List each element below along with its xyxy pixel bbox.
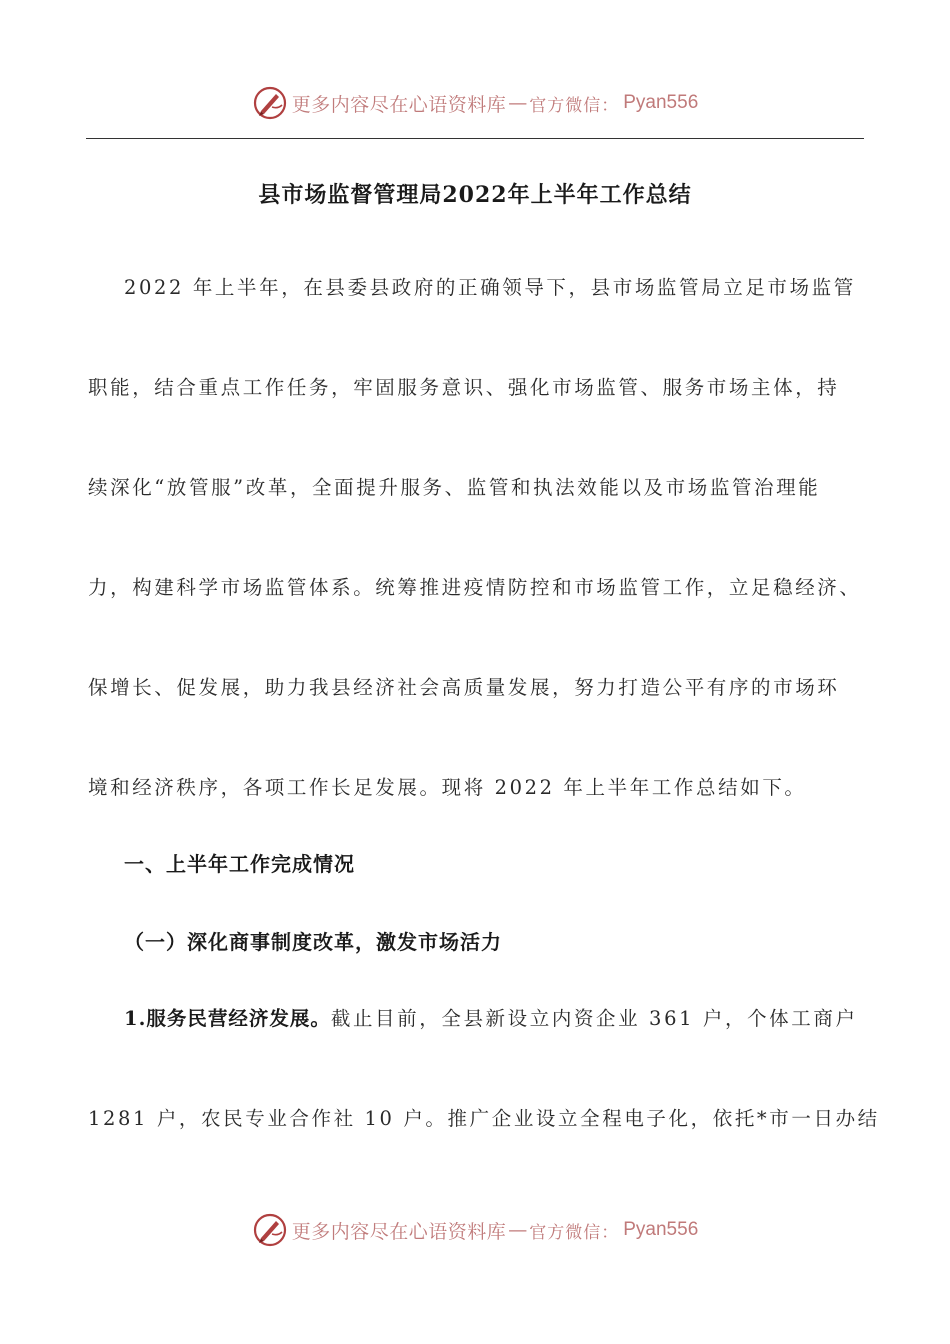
banner-dash: — <box>508 1219 528 1241</box>
item-title: 1.服务民营经济发展。 <box>124 1007 331 1030</box>
paragraph-line: 力，构建科学市场监管体系。统筹推进疫情防控和市场监管工作，立足稳经济、 <box>88 576 862 599</box>
footer-banner <box>0 1210 950 1250</box>
banner-wechat-label: 官方微信： <box>529 1222 620 1243</box>
item-line <box>124 1003 868 1031</box>
banner-wechat-id: Pyan556 <box>623 1219 699 1240</box>
banner-wechat-id: Pyan556 <box>623 92 699 113</box>
paragraph-line: 2022 年上半年，在县委县政府的正确领导下，县市场监管局立足市场监管 <box>124 276 856 299</box>
paragraph-line: 续深化“放管服”改革，全面提升服务、监管和执法效能以及市场监管治理能 <box>88 476 821 499</box>
header-banner <box>0 83 950 123</box>
section-heading: 一、上半年工作完成情况 <box>124 852 355 876</box>
item-text: 截止目前，全县新设立内资企业 361 户，个体工商户 <box>330 1007 858 1030</box>
subsection-heading: （一）深化商事制度改革，激发市场活力 <box>124 930 502 954</box>
banner-dash: — <box>508 92 528 114</box>
paragraph-line: 境和经济秩序，各项工作长足发展。现将 2022 年上半年工作总结如下。 <box>88 776 807 799</box>
paragraph-line: 职能，结合重点工作任务，牢固服务意识、强化市场监管、服务市场主体，持 <box>88 376 840 399</box>
banner-site-name: 更多内容尽在心语资料库 <box>291 93 507 116</box>
page-title: 县市场监督管理局2022年上半年工作总结 <box>258 182 692 208</box>
pen-logo-icon <box>252 85 288 121</box>
banner-wechat-label: 官方微信： <box>529 95 620 116</box>
header-divider <box>86 138 864 139</box>
pen-logo-icon <box>252 1212 288 1248</box>
paragraph-line: 保增长、促发展，助力我县经济社会高质量发展，努力打造公平有序的市场环 <box>88 676 840 699</box>
banner-site-name: 更多内容尽在心语资料库 <box>291 1220 507 1243</box>
item-line: 1281 户，农民专业合作社 10 户。推广企业设立全程电子化，依托*市一日办结 <box>88 1107 880 1130</box>
